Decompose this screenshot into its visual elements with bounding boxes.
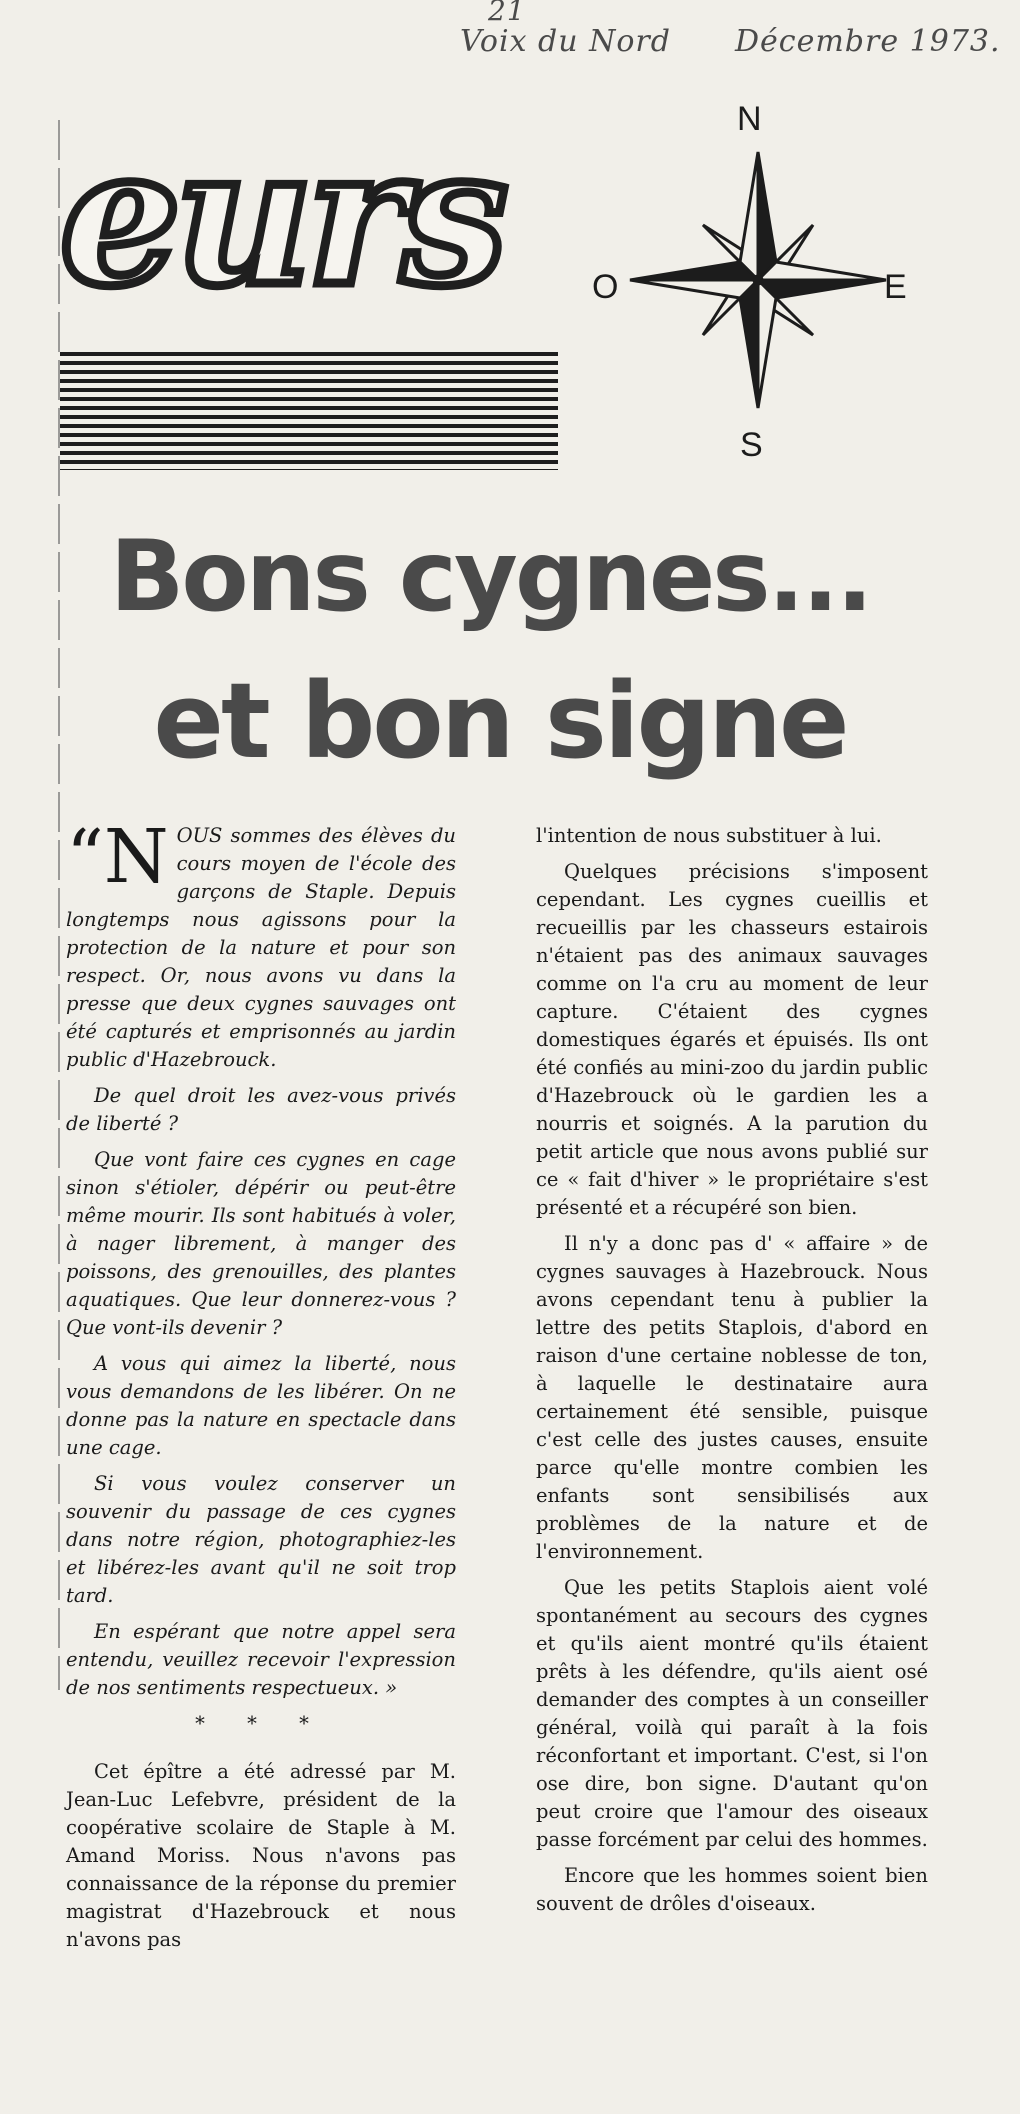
drop-cap: “N	[66, 814, 169, 900]
section-masthead: eurs	[60, 105, 503, 328]
masthead-hatch-band	[60, 352, 558, 470]
article-paragraph: Il n'y a donc pas d' « affaire » de cygnes sauvages à Hazebrouck. Nous avons cependant tenu à publier la lettre des petits Staplois, d'abord en raison d'une certaine noblesse de ton, à laquelle le destinataire aura certainement été sensible, puisque c'est celle des justes causes, ensuite parce qu'elle montre combien les enfants sont sensibilisés aux problèmes de la nature et de l'environnement.	[536, 1232, 928, 1563]
compass-north-label: N	[737, 100, 762, 138]
compass-rose-icon	[628, 150, 888, 410]
article-paragraph: “N OUS sommes des élèves du cours moyen de l'école des garçons de Staple. Depuis longtemps nous agissons pour la protection de la nature et pour son respect. Or, nous avons vu dans la presse que deux cygnes sauvages ont été capturés et emprisonnés au jardin public d'Hazebrouck.	[66, 814, 456, 1071]
article-paragraph: Que les petits Staplois aient volé spontanément au secours des cygnes et qu'ils aient montré qu'ils étaient prêts à les défendre, qu'ils aient osé demander des comptes à un conseiller général, voilà qui paraît à la fois réconfortant et important. C'est, si l'on ose dire, bon signe. D'autant qu'on peut croire que l'amour des oiseaux passe forcément par celui des hommes.	[536, 1576, 928, 1851]
article-paragraph: Que vont faire ces cygnes en cage sinon s'étioler, dépérir ou peut-être même mourir. Ils sont habitués à voler, à nager librement, à manger des poissons, des grenouilles, des plantes aquatiques. Que leur donnerez-vous ? Que vont-ils devenir ?	[66, 1148, 456, 1339]
section-separator: * * *	[195, 1712, 327, 1735]
article-paragraph: Encore que les hommes soient bien souvent de drôles d'oiseaux.	[536, 1864, 928, 1915]
handwritten-page-number: 21	[488, 0, 526, 27]
compass-east-label: E	[884, 268, 907, 306]
article-paragraph: l'intention de nous substituer à lui.	[536, 824, 882, 847]
article-paragraph: En espérant que notre appel sera entendu, veuillez recevoir l'expression de nos sentiments respectueux. »	[66, 1620, 456, 1699]
handwritten-source: Voix du Nord	[460, 24, 671, 59]
article-paragraph: De quel droit les avez-vous privés de liberté ?	[66, 1084, 456, 1135]
article-paragraph: Si vous voulez conserver un souvenir du passage de ces cygnes dans notre région, photographiez-les et libérez-les avant qu'il ne soit trop tard.	[66, 1472, 456, 1607]
compass-south-label: S	[740, 426, 763, 464]
article-paragraph: Cet épître a été adressé par M. Jean-Luc Lefebvre, président de la coopérative scolaire de Staple à M. Amand Moriss. Nous n'avons pas connaissance de la réponse du premier magistrat d'Hazebrouck et nous n'avons pas	[66, 1760, 456, 1951]
article-left-column	[66, 814, 456, 1962]
article-paragraph: Quelques précisions s'imposent cependant. Les cygnes cueillis et recueillis par les chasseurs estairois n'étaient pas des animaux sauvages comme on l'a cru au moment de leur capture. C'étaient des cygnes domestiques égarés et épuisés. Ils ont été confiés au mini-zoo du jardin public d'Hazebrouck où le gardien les a nourris et soignés. A la parution du petit article que nous avons publié sur ce « fait d'hiver » le propriétaire s'est présenté et a récupéré son bien.	[536, 860, 928, 1219]
headline-line-1: Bons cygnes...	[109, 520, 871, 634]
article-paragraph: A vous qui aimez la liberté, nous vous demandons de les libérer. On ne donne pas la nature en spectacle dans une cage.	[66, 1352, 456, 1459]
article-right-column	[536, 822, 928, 1926]
compass-west-label: O	[592, 268, 619, 306]
handwritten-date: Décembre 1973.	[735, 24, 1001, 59]
headline-line-2: et bon signe	[153, 660, 847, 782]
